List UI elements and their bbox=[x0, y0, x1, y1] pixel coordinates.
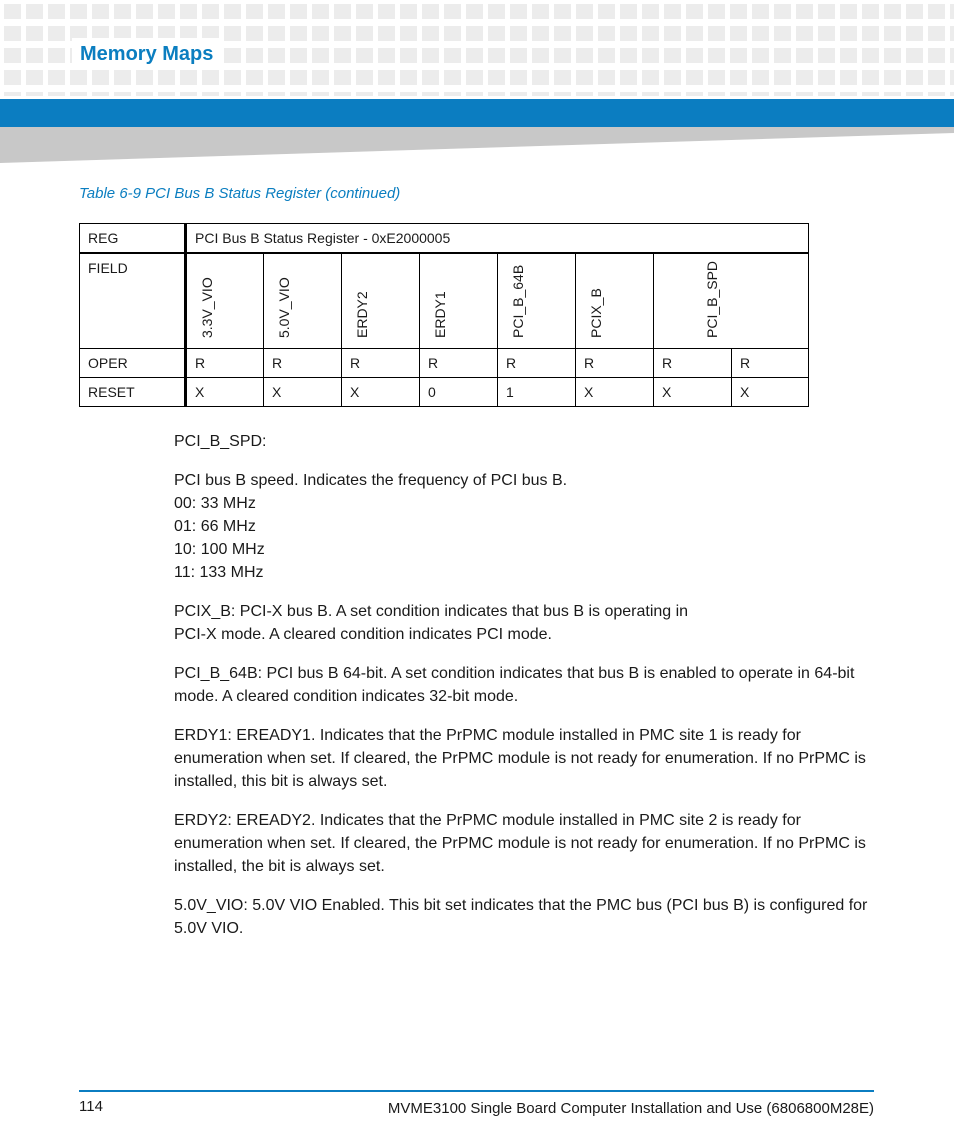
vio5-paragraph: 5.0V_VIO: 5.0V VIO Enabled. This bit set indicates that the PMC bus (PCI bus B) is configured for 5.0V VIO. bbox=[174, 897, 868, 937]
b64-paragraph: PCI_B_64B: PCI bus B 64-bit. A set condition indicates that bus B is enabled to operate in 64-bit mode. A cleared condition indicates 32-bit mode. bbox=[174, 665, 855, 705]
oper-cell: R bbox=[498, 349, 576, 378]
table-caption: Table 6-9 PCI Bus B Status Register (continued) bbox=[79, 185, 401, 202]
reset-cell: 0 bbox=[420, 378, 498, 407]
oper-label: OPER bbox=[80, 349, 186, 378]
section-title: Memory Maps bbox=[72, 38, 221, 70]
field-cell bbox=[654, 253, 809, 349]
header-gray-wedge bbox=[0, 127, 954, 163]
register-table bbox=[79, 223, 809, 407]
table-row-field bbox=[80, 253, 809, 349]
reset-cell: X bbox=[654, 378, 732, 407]
reset-cell: X bbox=[186, 378, 264, 407]
oper-cell: R bbox=[732, 349, 809, 378]
field-name: 3.3V_VIO bbox=[199, 277, 215, 338]
pcix-line: PCI-X mode. A cleared condition indicates PCI mode. bbox=[174, 626, 552, 643]
oper-cell: R bbox=[264, 349, 342, 378]
spd-value: 01: 66 MHz bbox=[174, 518, 256, 535]
table-row-oper bbox=[80, 349, 809, 378]
spd-description: PCI bus B speed. Indicates the frequency of PCI bus B. bbox=[174, 472, 568, 489]
reset-cell: X bbox=[576, 378, 654, 407]
field-name: PCIX_B bbox=[588, 288, 604, 338]
oper-cell: R bbox=[186, 349, 264, 378]
field-name: PCI_B_64B bbox=[510, 264, 526, 338]
spd-block bbox=[174, 469, 874, 584]
spd-value: 11: 133 MHz bbox=[174, 564, 264, 581]
oper-cell: R bbox=[342, 349, 420, 378]
footer-rule bbox=[79, 1090, 874, 1092]
field-cell bbox=[576, 253, 654, 349]
header-blue-bar bbox=[0, 99, 954, 127]
field-label: FIELD bbox=[80, 253, 186, 349]
field-name: ERDY2 bbox=[354, 291, 370, 338]
field-name: ERDY1 bbox=[432, 291, 448, 338]
footer-doc-title: MVME3100 Single Board Computer Installation and Use (6806800M28E) bbox=[387, 1100, 874, 1117]
field-name: 5.0V_VIO bbox=[276, 277, 292, 338]
field-cell bbox=[420, 253, 498, 349]
field-name: PCI_B_SPD bbox=[704, 260, 720, 338]
oper-cell: R bbox=[420, 349, 498, 378]
reg-label: REG bbox=[80, 224, 186, 254]
reset-label: RESET bbox=[80, 378, 186, 407]
field-cell bbox=[264, 253, 342, 349]
reg-value: PCI Bus B Status Register - 0xE2000005 bbox=[186, 224, 809, 254]
field-cell bbox=[342, 253, 420, 349]
field-cell bbox=[498, 253, 576, 349]
erdy1-paragraph: ERDY1: EREADY1. Indicates that the PrPMC module installed in PMC site 1 is ready for enumeration when set. If cleared, the PrPMC module is not ready for enumeration. If no PrPMC is installed, this bit is always set. bbox=[174, 727, 866, 790]
spd-heading: PCI_B_SPD: bbox=[174, 433, 267, 450]
body-text bbox=[174, 430, 874, 956]
oper-cell: R bbox=[654, 349, 732, 378]
erdy2-paragraph: ERDY2: EREADY2. Indicates that the PrPMC module installed in PMC site 2 is ready for enumeration when set. If cleared, the PrPMC module is not ready for enumeration. If no PrPMC is installed, the bit is always set. bbox=[174, 812, 866, 875]
reset-cell: X bbox=[342, 378, 420, 407]
table-row-reset bbox=[80, 378, 809, 407]
field-cell bbox=[186, 253, 264, 349]
table-row-reg bbox=[80, 224, 809, 254]
page-number: 114 bbox=[79, 1098, 103, 1115]
spd-value: 10: 100 MHz bbox=[174, 541, 265, 558]
pcix-paragraph bbox=[174, 600, 874, 646]
spd-value: 00: 33 MHz bbox=[174, 495, 256, 512]
pcix-line: PCIX_B: PCI-X bus B. A set condition indicates that bus B is operating in bbox=[174, 603, 689, 620]
reset-cell: 1 bbox=[498, 378, 576, 407]
reset-cell: X bbox=[264, 378, 342, 407]
reset-cell: X bbox=[732, 378, 809, 407]
oper-cell: R bbox=[576, 349, 654, 378]
